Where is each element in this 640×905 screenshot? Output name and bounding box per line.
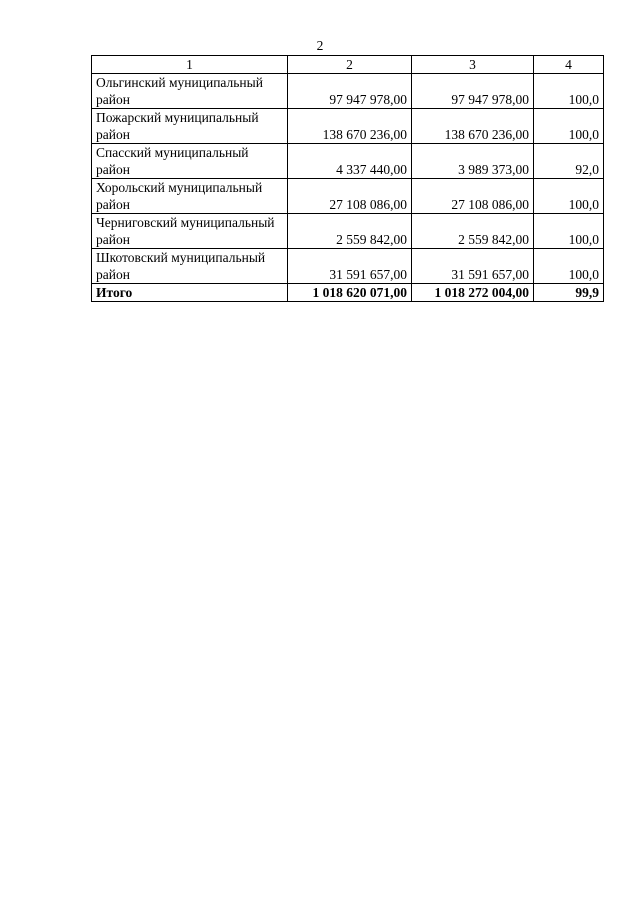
table-row — [92, 179, 604, 214]
value-col3: 138 670 236,00 — [412, 109, 534, 144]
value-col2: 138 670 236,00 — [288, 109, 412, 144]
value-col4: 100,0 — [534, 179, 604, 214]
table-row — [92, 144, 604, 179]
value-col2: 4 337 440,00 — [288, 144, 412, 179]
district-name: Хорольский муниципальный район — [92, 179, 288, 214]
table-row — [92, 74, 604, 109]
total-col3: 1 018 272 004,00 — [412, 284, 534, 302]
district-name: Ольгинский муниципальный район — [92, 74, 288, 109]
district-name: Пожарский муниципальный район — [92, 109, 288, 144]
column-header-2: 2 — [288, 56, 412, 74]
total-row — [92, 284, 604, 302]
value-col2: 2 559 842,00 — [288, 214, 412, 249]
value-col2: 31 591 657,00 — [288, 249, 412, 284]
district-name: Черниговский муниципальный район — [92, 214, 288, 249]
table-row — [92, 214, 604, 249]
column-header-1: 1 — [92, 56, 288, 74]
total-col2: 1 018 620 071,00 — [288, 284, 412, 302]
header-row — [92, 56, 604, 74]
value-col4: 100,0 — [534, 249, 604, 284]
report-table — [91, 55, 604, 302]
column-header-3: 3 — [412, 56, 534, 74]
column-header-4: 4 — [534, 56, 604, 74]
value-col4: 100,0 — [534, 109, 604, 144]
table-row — [92, 109, 604, 144]
page-number: 2 — [316, 38, 324, 53]
district-name: Спасский муниципальный район — [92, 144, 288, 179]
value-col2: 27 108 086,00 — [288, 179, 412, 214]
value-col3: 97 947 978,00 — [412, 74, 534, 109]
value-col3: 3 989 373,00 — [412, 144, 534, 179]
value-col4: 92,0 — [534, 144, 604, 179]
value-col3: 27 108 086,00 — [412, 179, 534, 214]
district-name: Шкотовский муниципальный район — [92, 249, 288, 284]
value-col2: 97 947 978,00 — [288, 74, 412, 109]
value-col3: 31 591 657,00 — [412, 249, 534, 284]
value-col4: 100,0 — [534, 74, 604, 109]
value-col3: 2 559 842,00 — [412, 214, 534, 249]
total-label: Итого — [92, 284, 288, 302]
table-row — [92, 249, 604, 284]
total-col4: 99,9 — [534, 284, 604, 302]
value-col4: 100,0 — [534, 214, 604, 249]
